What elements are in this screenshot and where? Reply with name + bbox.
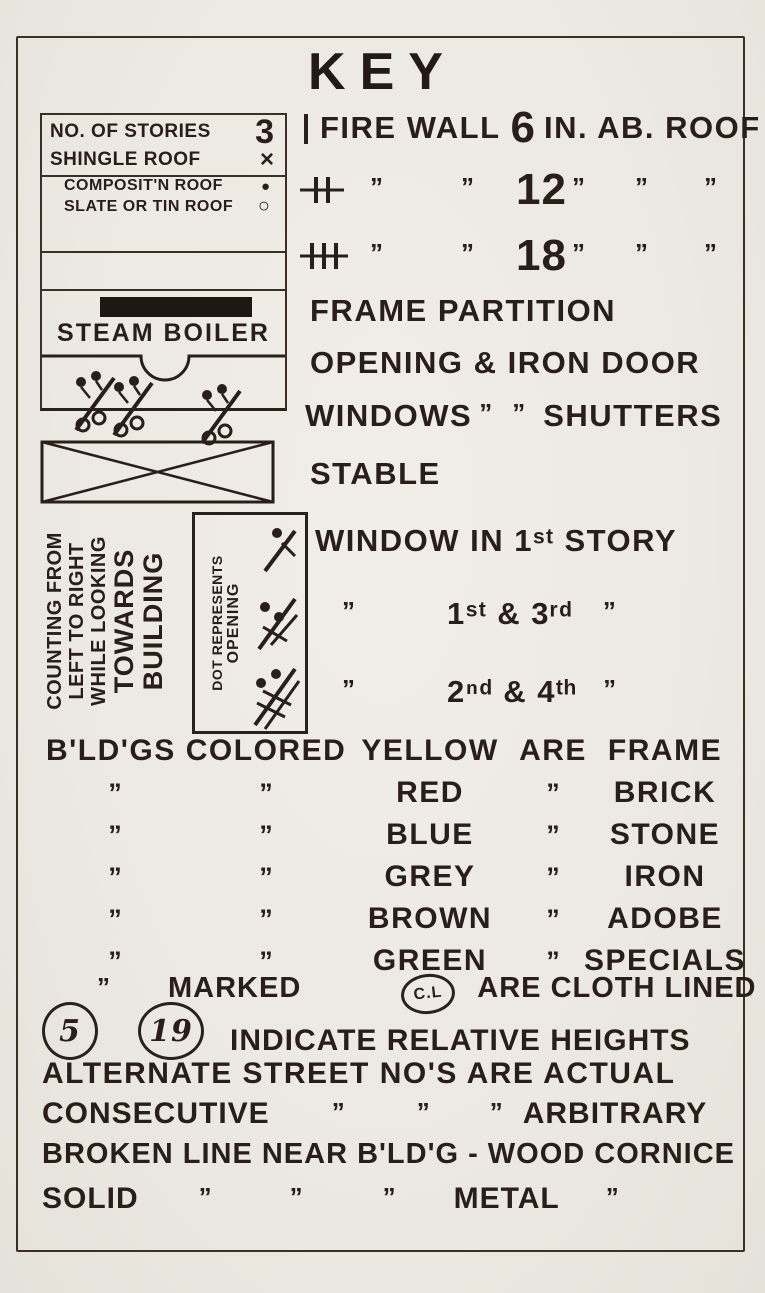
counting-note-line: WHILE LOOKING bbox=[88, 536, 110, 706]
slate-tin-roof-label: SLATE OR TIN ROOF bbox=[64, 197, 234, 215]
table-row-ditto: ” bbox=[546, 903, 560, 934]
material-color: GREEN bbox=[372, 944, 488, 977]
window-1st-3rd-row bbox=[310, 596, 616, 632]
opening-iron-door-label: OPENING & IRON DOOR bbox=[310, 345, 701, 380]
window-2nd-4th-label: 2ⁿᵈ & 4ᵗʰ bbox=[447, 674, 578, 709]
material-color: GREY bbox=[384, 860, 476, 893]
cloth-lined-circle-icon: C.L bbox=[399, 971, 457, 1016]
broken-line-note bbox=[42, 1138, 735, 1171]
firewall-6in-num: 6 bbox=[510, 103, 537, 152]
counting-note-line: BUILDING bbox=[138, 551, 168, 691]
window-1st-story-row bbox=[315, 523, 677, 559]
ditto-mark: ” bbox=[331, 1097, 345, 1127]
diagram-divider-line bbox=[42, 289, 285, 291]
table-row-ditto: ” bbox=[108, 819, 122, 850]
ditto-mark: ” bbox=[479, 398, 493, 428]
table-row-ditto: ” bbox=[108, 777, 122, 808]
roof-legend-box bbox=[40, 113, 287, 253]
window-1st-3rd-icon bbox=[251, 591, 303, 657]
ditto-mark: ” bbox=[571, 238, 585, 268]
material-name: IRON bbox=[624, 860, 706, 893]
page-title: KEY bbox=[308, 43, 457, 101]
firewall-12in-row bbox=[300, 165, 717, 214]
frame-partition-label: FRAME PARTITION bbox=[310, 293, 617, 328]
ditto-mark: ” bbox=[461, 172, 474, 202]
windows-shutters-row bbox=[305, 398, 722, 434]
counting-note bbox=[30, 505, 182, 737]
materials-color-table bbox=[40, 730, 747, 982]
material-name: STONE bbox=[609, 818, 721, 851]
table-row-ditto: ” bbox=[108, 861, 122, 892]
ditto-mark: ” bbox=[97, 972, 110, 1002]
material-color: RED bbox=[396, 776, 464, 809]
cloth-lined-text: ARE CLOTH LINED bbox=[477, 972, 757, 1004]
windows-label: WINDOWS bbox=[305, 398, 473, 433]
ditto-mark: ” bbox=[571, 172, 585, 202]
composition-roof-dot-icon: ● bbox=[260, 177, 271, 195]
ditto-mark: ” bbox=[289, 1182, 303, 1212]
stable-row bbox=[310, 456, 441, 492]
firewall-6in-row bbox=[300, 103, 761, 152]
ditto-mark: ” bbox=[342, 596, 355, 626]
arbitrary-word: ARBITRARY bbox=[522, 1097, 708, 1130]
firewall-tick-2-icon bbox=[300, 174, 344, 206]
material-name: BRICK bbox=[613, 776, 717, 809]
window-1st-3rd-label: 1ˢᵗ & 3ʳᵈ bbox=[447, 596, 573, 631]
materials-header-bldgs: B'LD'GS bbox=[46, 734, 176, 767]
materials-header-colored: COLORED bbox=[185, 734, 347, 767]
relative-heights-text: INDICATE RELATIVE HEIGHTS bbox=[230, 1024, 691, 1057]
steam-boiler-label: STEAM BOILER bbox=[57, 319, 270, 347]
stable-label: STABLE bbox=[310, 456, 441, 491]
firewall-6in-post: IN. AB. ROOF bbox=[544, 110, 761, 145]
broken-line-text: BROKEN LINE NEAR B'LD'G - WOOD CORNICE bbox=[42, 1138, 736, 1170]
ditto-mark: ” bbox=[382, 1182, 396, 1212]
circled-19-icon: 19 bbox=[138, 1002, 204, 1060]
marked-label: MARKED bbox=[168, 972, 302, 1004]
shutters-label: SHUTTERS bbox=[543, 398, 723, 433]
ditto-mark: ” bbox=[416, 1097, 430, 1127]
frame-partition-bar-icon bbox=[100, 297, 252, 317]
metal-word: METAL bbox=[453, 1182, 560, 1215]
alternate-street-note bbox=[42, 1057, 675, 1091]
table-row-ditto: ” bbox=[259, 945, 273, 976]
table-row-ditto: ” bbox=[546, 945, 560, 976]
ditto-mark: ” bbox=[634, 238, 648, 268]
consecutive-word: CONSECUTIVE bbox=[42, 1097, 270, 1130]
materials-header-frame: FRAME bbox=[607, 734, 723, 767]
dot-box-label-line2: OPENING bbox=[225, 582, 242, 664]
table-row-ditto: ” bbox=[546, 819, 560, 850]
circled-5-icon: 5 bbox=[42, 1002, 98, 1060]
firewall-12in-num: 12 bbox=[516, 165, 567, 214]
ditto-mark: ” bbox=[605, 1182, 619, 1212]
firewall-18in-num: 18 bbox=[516, 231, 567, 280]
window-2nd-4th-row bbox=[310, 674, 616, 710]
window-shutter-icon bbox=[106, 371, 162, 445]
ditto-mark: ” bbox=[512, 398, 526, 428]
stories-label: NO. OF STORIES bbox=[50, 121, 211, 142]
stable-symbol-box bbox=[40, 440, 275, 504]
dot-box-label bbox=[197, 517, 255, 729]
table-row-ditto: ” bbox=[108, 903, 122, 934]
firewall-tick-3-icon bbox=[300, 240, 348, 272]
counting-note-line: COUNTING FROM bbox=[44, 532, 66, 710]
solid-line-note bbox=[42, 1182, 619, 1216]
stable-x-icon bbox=[40, 440, 275, 504]
shingle-roof-x-icon: × bbox=[259, 146, 275, 173]
dot-represents-opening-box bbox=[192, 512, 308, 734]
material-color: BROWN bbox=[367, 902, 493, 935]
ditto-mark: ” bbox=[489, 1097, 503, 1127]
firewall-6in-pre: FIRE WALL bbox=[320, 110, 501, 145]
shingle-roof-label: SHINGLE ROOF bbox=[50, 149, 201, 170]
stories-value: 3 bbox=[255, 113, 275, 151]
counting-note-line: TOWARDS bbox=[109, 548, 139, 694]
table-row-ditto: ” bbox=[259, 861, 273, 892]
materials-header-yellow: YELLOW bbox=[361, 734, 499, 767]
ditto-mark: ” bbox=[603, 674, 617, 704]
ditto-mark: ” bbox=[634, 172, 648, 202]
relative-heights-note bbox=[42, 1002, 691, 1060]
table-row-ditto: ” bbox=[546, 777, 560, 808]
window-2nd-4th-icon bbox=[249, 661, 301, 733]
table-row-ditto: ” bbox=[546, 861, 560, 892]
stories-row bbox=[42, 113, 285, 151]
frame-partition-row bbox=[310, 293, 616, 329]
material-name: ADOBE bbox=[607, 902, 723, 935]
alternate-street-text: ALTERNATE STREET NO'S ARE ACTUAL bbox=[42, 1057, 676, 1090]
building-diagram bbox=[40, 253, 287, 411]
ditto-mark: ” bbox=[198, 1182, 212, 1212]
slate-tin-roof-row bbox=[42, 195, 285, 218]
opening-iron-door-row bbox=[310, 345, 700, 381]
table-row-ditto: ” bbox=[108, 945, 122, 976]
ditto-mark: ” bbox=[703, 238, 717, 268]
window-1st-story-label: WINDOW IN 1ˢᵗ STORY bbox=[315, 523, 678, 558]
consecutive-note bbox=[42, 1097, 707, 1131]
ditto-mark: ” bbox=[602, 596, 616, 626]
ditto-mark: ” bbox=[703, 172, 717, 202]
firewall-tick-1-icon bbox=[300, 112, 312, 146]
slate-tin-roof-circle-icon: ○ bbox=[257, 195, 271, 217]
firewall-18in-row bbox=[300, 231, 717, 280]
material-color: BLUE bbox=[386, 818, 474, 851]
composition-roof-label: COMPOSIT'N ROOF bbox=[64, 177, 223, 194]
material-name: SPECIALS bbox=[583, 944, 747, 977]
ditto-mark: ” bbox=[461, 238, 474, 268]
ditto-mark: ” bbox=[370, 238, 383, 268]
table-row-ditto: ” bbox=[259, 777, 273, 808]
counting-note-line: LEFT TO RIGHT bbox=[66, 542, 88, 700]
dot-box-label-line1: DOT REPRESENTS bbox=[209, 555, 225, 691]
solid-word: SOLID bbox=[42, 1182, 139, 1215]
ditto-mark: ” bbox=[342, 674, 355, 704]
window-1st-story-icon bbox=[255, 523, 303, 579]
table-row-ditto: ” bbox=[259, 819, 273, 850]
ditto-mark: ” bbox=[370, 172, 383, 202]
shingle-roof-row bbox=[42, 147, 285, 171]
composition-roof-row bbox=[42, 177, 285, 195]
materials-header-are: ARE bbox=[519, 734, 587, 767]
table-row-ditto: ” bbox=[259, 903, 273, 934]
